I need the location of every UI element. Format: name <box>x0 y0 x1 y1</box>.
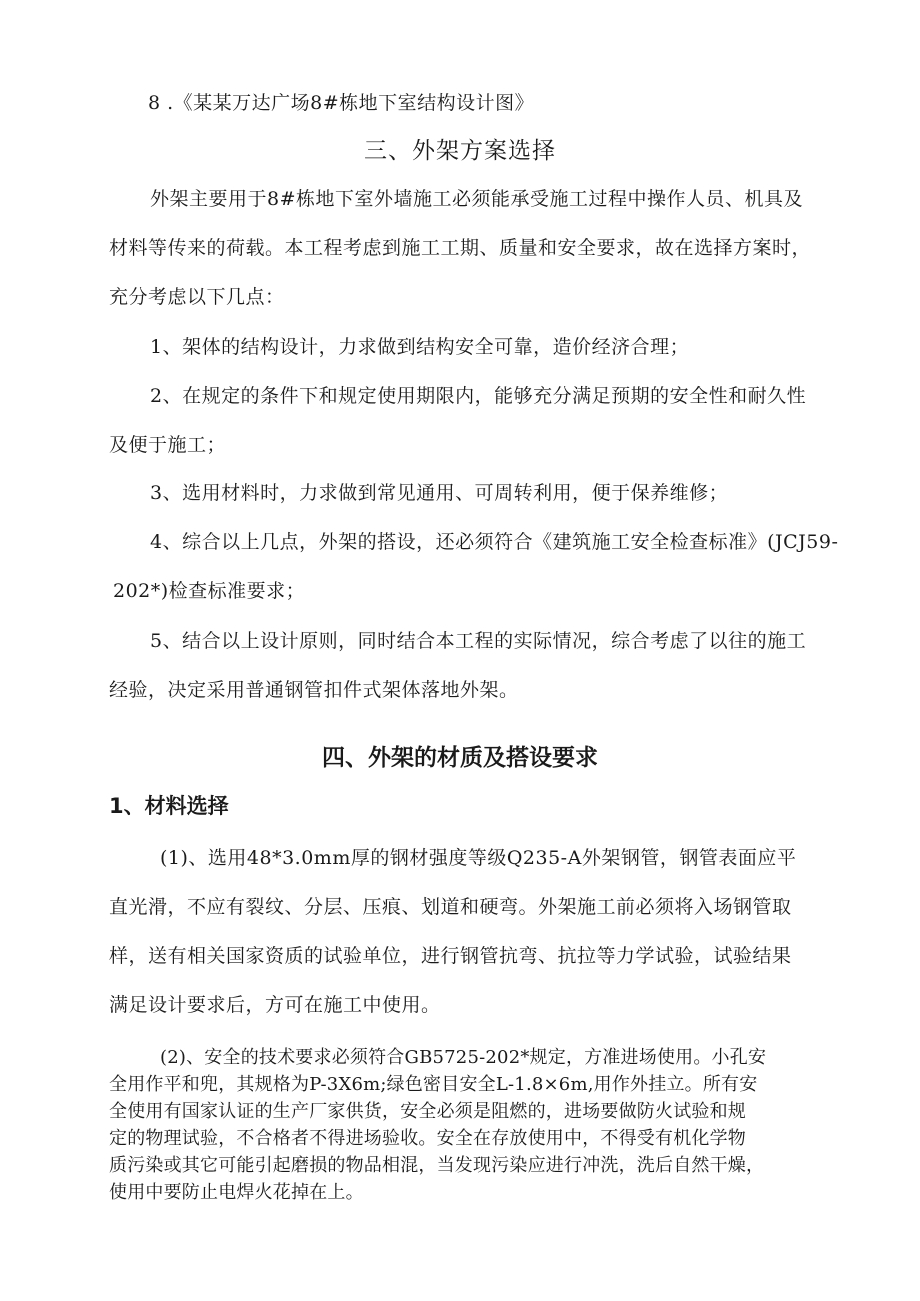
point-5-line-1: 5、结合以上设计原则，同时结合本工程的实际情况，综合考虑了以往的施工 <box>150 630 807 652</box>
section-3-intro-line-2: 材料等传来的荷载。本工程考虑到施工工期、质量和安全要求，故在选择方案时， <box>109 237 812 259</box>
para-2-line-2: 全用作平和兜，其规格为P-3X6m;绿色密目安全L-1.8×6m,用作外挂立。所有安 <box>109 1074 758 1095</box>
para-2-line-6: 使用中要防止电焊火花掉在上。 <box>109 1182 364 1203</box>
para-2-line-3: 全使用有国家认证的生产厂家供货，安全必须是阻燃的，进场要做防火试验和规 <box>109 1101 746 1122</box>
point-2-line-2: 及便于施工； <box>109 434 227 456</box>
para-2-line-4: 定的物理试验，不合格者不得进场验收。安全在存放使用中，不得受有机化学物 <box>109 1128 746 1149</box>
point-5-line-2: 经验，决定采用普通钢管扣件式架体落地外架。 <box>109 679 519 701</box>
point-1: 1、架体的结构设计，力求做到结构安全可靠，造价经济合理； <box>150 336 690 358</box>
reference-item-8: 8 .《某某万达广场8#栋地下室结构设计图》 <box>148 92 535 114</box>
para-2-line-1: (2)、安全的技术要求必须符合GB5725-202*规定，方准进场使用。小孔安 <box>160 1047 767 1068</box>
para-1-line-4: 满足设计要求后，方可在施工中使用。 <box>109 994 441 1016</box>
section-4-title: 四、外架的材质及搭设要求 <box>322 745 598 771</box>
point-3: 3、选用材料时，力求做到常见通用、可周转利用，便于保养维修； <box>150 482 729 504</box>
point-4-line-1: 4、综合以上几点，外架的搭设，还必须符合《建筑施工安全检查标准》(JCJ59- <box>150 531 839 553</box>
section-3-title: 三、外架方案选择 <box>364 138 556 164</box>
point-2-line-1: 2、在规定的条件下和规定使用期限内，能够充分满足预期的安全性和耐久性 <box>150 385 807 407</box>
para-1-line-2: 直光滑，不应有裂纹、分层、压痕、划道和硬弯。外架施工前必须将入场钢管取 <box>109 896 792 918</box>
para-2-line-5: 质污染或其它可能引起磨损的物品相混，当发现污染应进行冲洗，洗后自然干燥， <box>109 1155 765 1176</box>
section-3-intro-line-1: 外架主要用于8#栋地下室外墙施工必须能承受施工过程中操作人员、机具及 <box>150 188 804 210</box>
para-1-line-3: 样，送有相关国家资质的试验单位，进行钢管抗弯、抗拉等力学试验，试验结果 <box>109 945 792 967</box>
subsection-1-title: 1、材料选择 <box>109 794 229 818</box>
para-1-line-1: (1)、选用48*3.0mm厚的钢材强度等级Q235-A外架钢管，钢管表面应平 <box>160 847 797 869</box>
point-4-line-2: 202*)检查标准要求； <box>113 580 306 602</box>
section-3-intro-line-3: 充分考虑以下几点： <box>109 286 285 308</box>
